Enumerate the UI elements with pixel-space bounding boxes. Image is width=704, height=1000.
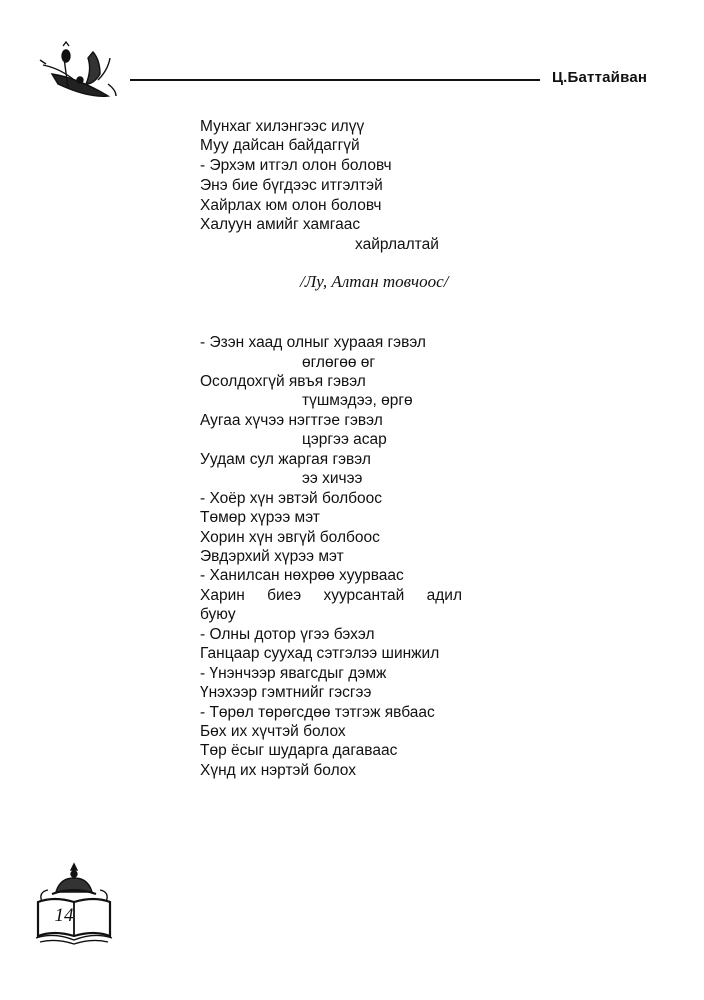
poem-word: биеэ	[267, 587, 302, 604]
poem-line: өглөгөө өг	[302, 354, 376, 371]
poem-line: - Төрөл төрөгсдөө тэтгэж явбаас	[200, 704, 435, 721]
poem-line: түшмэдээ, өргө	[302, 392, 413, 409]
poem-line: Хайрлах юм олон боловч	[200, 197, 382, 214]
poem-line: Аугаа хүчээ нэгтгэе гэвэл	[200, 412, 383, 429]
poem-line: Энэ бие бүгдээс итгэлтэй	[200, 177, 383, 194]
poem-line: Муу дайсан байдаггүй	[200, 137, 360, 154]
poem-line: - Хоёр хүн эвтэй болбоос	[200, 490, 383, 507]
poem-line: Мунхаг хилэнгээс илүү	[200, 118, 365, 135]
poem-line: Халуун амийг хамгаас	[200, 216, 361, 233]
poem-line: буюу	[200, 606, 236, 623]
poem-line: Үнэхээр гэмтнийг гэсгээ	[200, 684, 372, 701]
poem-line: Ганцаар суухад сэтгэлээ шинжил	[200, 645, 440, 662]
header-author: Ц.Баттайван	[552, 69, 648, 86]
poem-line: - Олны дотор үгээ бэхэл	[200, 626, 375, 643]
poem-word: хуурсантай	[323, 587, 405, 604]
poem-line: Хорин хүн эвгүй болбоос	[200, 529, 380, 546]
poem-line: Уудам сул жаргая гэвэл	[200, 451, 371, 468]
source-citation: /Лу, Алтан товчоос/	[300, 272, 449, 291]
header-rule	[130, 79, 540, 81]
poem-line: - Ханилсан нөхрөө хуурваас	[200, 567, 404, 584]
poem-word: Харин	[200, 587, 245, 604]
poem-line-justified	[200, 586, 462, 605]
poem-line: Хүнд их нэртэй болох	[200, 762, 357, 779]
poem-line: Бөх их хүчтэй болох	[200, 723, 346, 740]
poem-line: Осолдохгүй явъя гэвэл	[200, 373, 366, 390]
poem-line: Төр ёсыг шударга дагаваас	[200, 742, 398, 759]
page-number: 14	[54, 905, 74, 926]
decorative-emblem-icon	[38, 40, 120, 100]
poem-line: ээ хичээ	[302, 470, 363, 487]
poem-line: Эвдэрхий хүрээ мэт	[200, 548, 344, 565]
poem-line: цэргээ асар	[302, 431, 387, 448]
poem-word: адил	[426, 587, 462, 604]
poem-line: - Эзэн хаад олныг хураая гэвэл	[200, 334, 426, 351]
poem-line: - Үнэнчээр явагсдыг дэмж	[200, 665, 387, 682]
poem-line: хайрлалтай	[355, 236, 439, 253]
poem-line: Төмөр хүрээ мэт	[200, 509, 320, 526]
poem-line: - Эрхэм итгэл олон боловч	[200, 157, 392, 174]
